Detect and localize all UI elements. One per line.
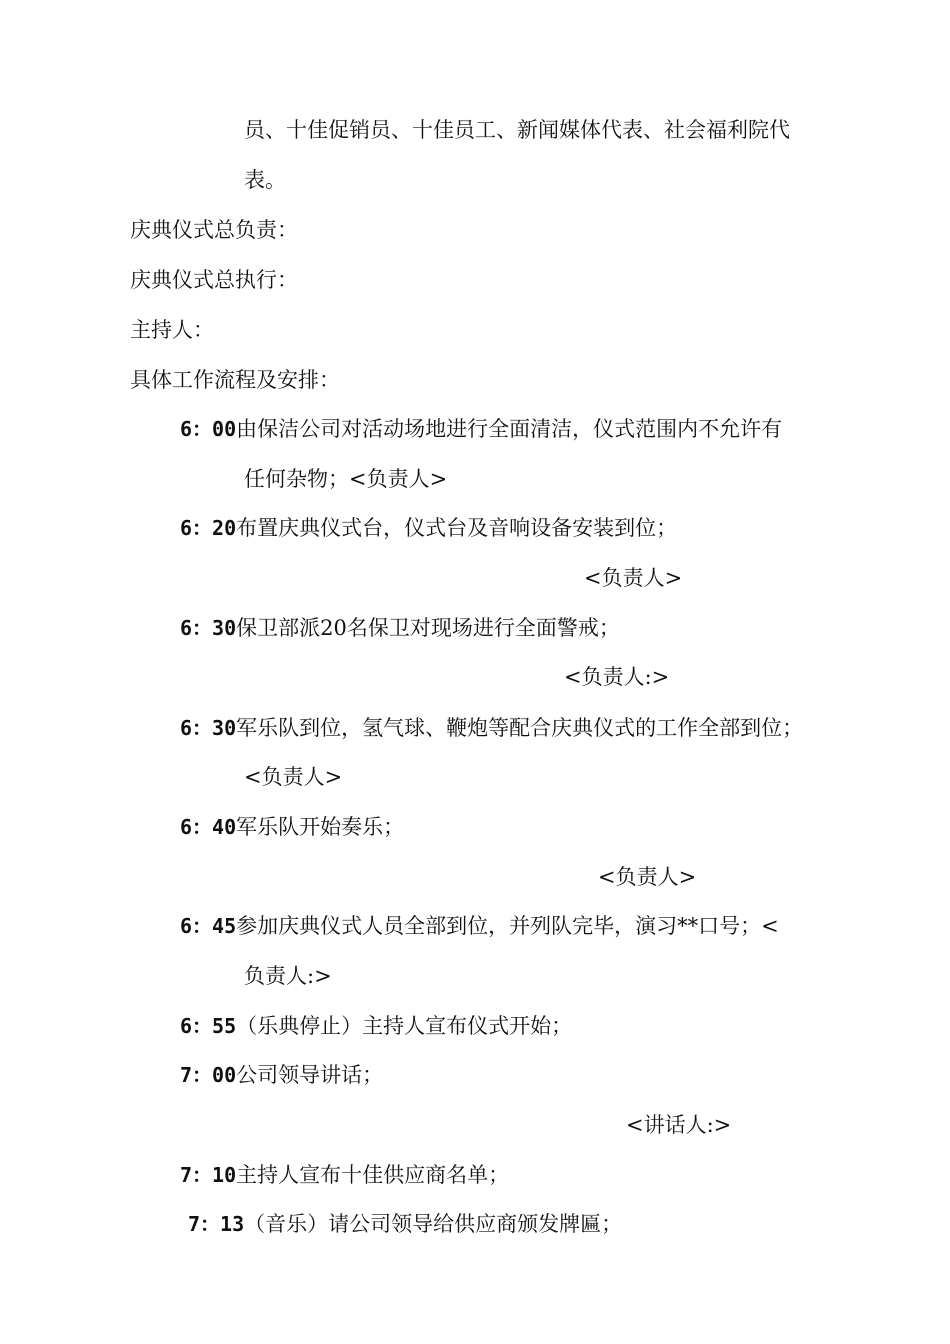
intro-line-2: 表。	[244, 168, 286, 192]
schedule-text: （乐典停止）主持人宣布仪式开始；	[236, 1014, 573, 1038]
schedule-text: 保卫部派20名保卫对现场进行全面警戒；	[236, 616, 620, 640]
schedule-time: 7：10	[180, 1163, 237, 1187]
schedule-item-3-responsible: <负责人:>	[564, 665, 670, 689]
schedule-item-8-speaker: <讲话人:>	[626, 1113, 732, 1137]
schedule-text: （音乐）请公司领导给供应商颁发牌匾；	[244, 1212, 623, 1236]
schedule-time: 6：20	[180, 516, 237, 540]
process-heading: 具体工作流程及安排：	[130, 368, 340, 392]
schedule-item-6	[180, 912, 779, 940]
schedule-item-3	[180, 614, 620, 642]
ceremony-executor-label: 庆典仪式总执行：	[130, 268, 298, 292]
schedule-text: 军乐队开始奏乐；	[236, 815, 405, 839]
schedule-item-5-responsible: <负责人>	[598, 865, 697, 889]
schedule-item-1-continuation: 任何杂物；<负责人>	[244, 467, 448, 491]
schedule-text: 参加庆典仪式人员全部到位，并列队完毕，演习**口号；<	[236, 914, 779, 938]
schedule-time: 6：00	[180, 417, 237, 441]
schedule-item-8	[180, 1061, 383, 1089]
schedule-item-6-continuation: 负责人:>	[244, 964, 332, 988]
intro-line-1: 员、十佳促销员、十佳员工、新闻媒体代表、社会福利院代	[244, 118, 790, 142]
schedule-text: 军乐队到位，氢气球、鞭炮等配合庆典仪式的工作全部到位；	[236, 716, 804, 740]
schedule-item-1	[180, 415, 782, 443]
schedule-item-4-continuation: <负责人>	[244, 765, 343, 789]
schedule-time: 6：40	[180, 815, 237, 839]
schedule-text: 由保洁公司对活动场地进行全面清洁，仪式范围内不允许有	[236, 417, 783, 441]
ceremony-chief-label: 庆典仪式总负责：	[130, 218, 298, 242]
schedule-item-7	[180, 1012, 572, 1040]
schedule-time: 6：45	[180, 914, 237, 938]
schedule-item-2-responsible: <负责人>	[584, 566, 683, 590]
host-label: 主持人：	[130, 318, 214, 342]
schedule-time: 6：30	[180, 716, 237, 740]
schedule-item-5	[180, 813, 404, 841]
schedule-text: 公司领导讲话；	[236, 1063, 384, 1087]
schedule-time: 6：30	[180, 616, 237, 640]
schedule-text: 主持人宣布十佳供应商名单；	[236, 1163, 510, 1187]
schedule-time: 7：00	[180, 1063, 237, 1087]
schedule-item-9	[180, 1161, 509, 1189]
schedule-time: 6：55	[180, 1014, 237, 1038]
schedule-item-10	[188, 1210, 622, 1238]
schedule-item-2	[180, 514, 677, 542]
schedule-time: 7：13	[188, 1212, 245, 1236]
schedule-item-4	[180, 714, 803, 742]
schedule-text: 布置庆典仪式台，仪式台及音响设备安装到位；	[236, 516, 678, 540]
